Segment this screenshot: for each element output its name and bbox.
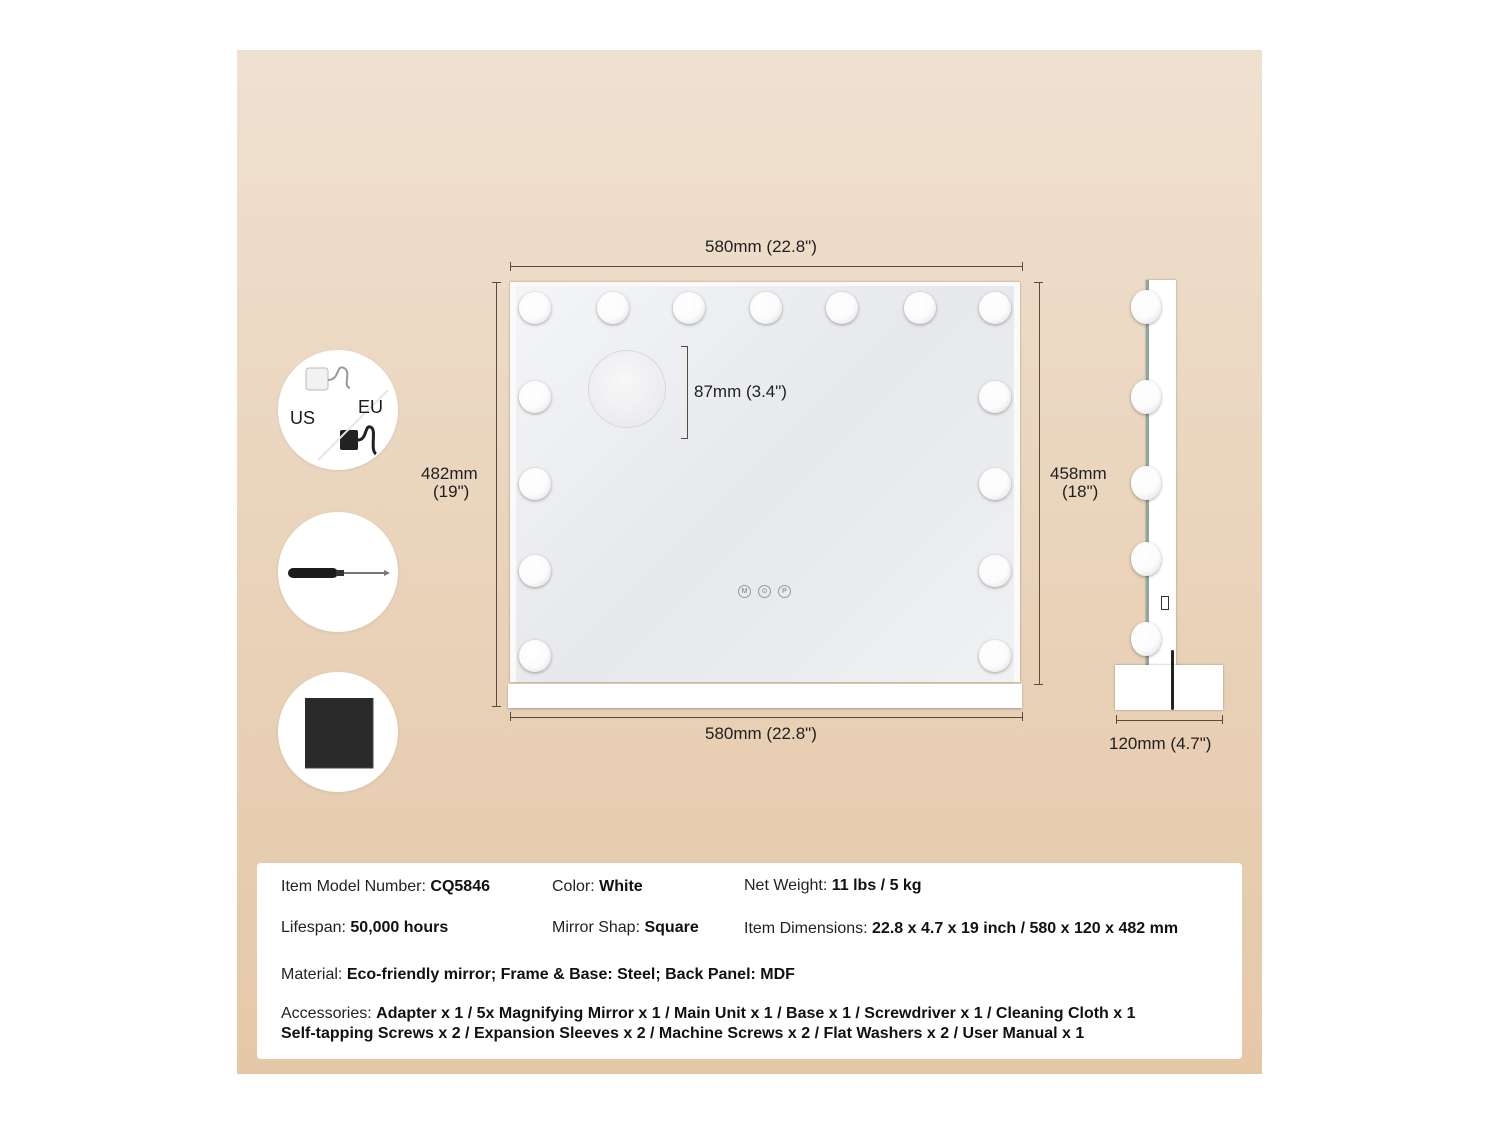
bulb (519, 468, 551, 500)
screwdriver-circle (278, 512, 398, 632)
left-height-label-mm: 482mm (421, 464, 478, 483)
model-row (281, 878, 490, 896)
spec-card (257, 863, 1242, 1059)
side-bulb (1131, 542, 1161, 576)
color-row (552, 878, 643, 896)
bulb (519, 292, 551, 324)
plus-button[interactable]: P (778, 585, 791, 598)
bulb (979, 292, 1011, 324)
mirror-base (508, 684, 1022, 708)
screwdriver-icon (278, 512, 398, 632)
lifespan-label: Lifespan: (281, 919, 346, 936)
color-value: White (599, 878, 643, 895)
depth-tick-left (1116, 715, 1117, 724)
left-height-line (496, 282, 497, 706)
mirror-front-view (510, 282, 1020, 682)
bulb (597, 292, 629, 324)
left-height-tick-bottom (492, 706, 501, 707)
bottom-width-tick-right (1022, 712, 1023, 721)
magnifier-label: 87mm (3.4") (694, 382, 787, 401)
cloth-circle (278, 672, 398, 792)
model-label: Item Model Number: (281, 878, 426, 895)
adapter-circle (278, 350, 398, 470)
bulb (750, 292, 782, 324)
us-label: US (290, 408, 316, 428)
power-button[interactable]: ⊙ (758, 585, 771, 598)
top-width-tick-left (510, 262, 511, 271)
weight-row (744, 877, 922, 895)
lifespan-value: 50,000 hours (350, 919, 449, 936)
material-label: Material: (281, 966, 343, 983)
color-label: Color: (552, 878, 595, 895)
weight-value: 11 lbs / 5 kg (831, 877, 922, 894)
cleaning-cloth-icon (278, 672, 398, 792)
right-height-tick-top (1034, 282, 1043, 283)
right-height-label-in: (18") (1062, 482, 1099, 501)
top-width-line (510, 266, 1022, 267)
dimensions-value: 22.8 x 4.7 x 19 inch / 580 x 120 x 482 mm (872, 920, 1179, 937)
dimensions-row (744, 920, 1178, 938)
side-bulb (1131, 466, 1161, 500)
side-bulb (1131, 622, 1161, 656)
side-bulb (1131, 380, 1161, 414)
accessories-label: Accessories: (281, 1005, 372, 1022)
top-width-label: 580mm (22.8") (705, 237, 817, 256)
bulb (826, 292, 858, 324)
dimensions-label: Item Dimensions: (744, 920, 868, 937)
usb-port-icon (1161, 596, 1169, 610)
magnifier-tick-bottom (681, 438, 688, 439)
bottom-width-line (510, 717, 1022, 718)
model-value: CQ5846 (430, 878, 490, 895)
lifespan-row (281, 919, 448, 937)
magnifier-line (687, 346, 688, 439)
side-bulb (1131, 290, 1161, 324)
weight-label: Net Weight: (744, 877, 828, 894)
accessories-row-2 (281, 1025, 1084, 1043)
bulb (519, 555, 551, 587)
accessories-row (281, 1005, 1136, 1023)
bottom-width-tick-left (510, 712, 511, 721)
bulb (673, 292, 705, 324)
top-width-tick-right (1022, 262, 1023, 271)
eu-label: EU (358, 397, 384, 417)
left-height-tick-top (492, 282, 501, 283)
right-height-label-mm: 458mm (1050, 464, 1107, 483)
bulb (904, 292, 936, 324)
bulb (519, 381, 551, 413)
magnifying-mirror (588, 350, 666, 428)
mirror-glass (516, 286, 1014, 682)
bulb (979, 468, 1011, 500)
right-height-tick-bottom (1034, 684, 1043, 685)
depth-line (1116, 720, 1222, 721)
mirror-side-view (1115, 280, 1225, 715)
mode-button[interactable]: M (738, 585, 751, 598)
bulb (519, 640, 551, 672)
power-cord (1171, 650, 1174, 710)
shape-row (552, 919, 699, 937)
depth-label: 120mm (4.7") (1109, 734, 1212, 753)
magnifier-tick-top (681, 346, 688, 347)
material-row (281, 966, 795, 984)
side-base (1115, 665, 1223, 710)
right-height-line (1039, 282, 1040, 684)
shape-label: Mirror Shap: (552, 919, 641, 936)
bottom-width-label: 580mm (22.8") (705, 724, 817, 743)
accessories-line-1: Adapter x 1 / 5x Magnifying Mirror x 1 / Main Unit x 1 / Base x 1 / Screwdriver x 1 / Cleaning Cloth x 1 (376, 1005, 1136, 1022)
bulb (979, 640, 1011, 672)
bulb (979, 381, 1011, 413)
left-height-label-in: (19") (433, 482, 470, 501)
bulb (979, 555, 1011, 587)
shape-value: Square (644, 919, 699, 936)
accessories-line-2: Self-tapping Screws x 2 / Expansion Sleeves x 2 / Machine Screws x 2 / Flat Washers x 2 / User Manual x 1 (281, 1025, 1085, 1042)
depth-tick-right (1222, 715, 1223, 724)
material-value: Eco-friendly mirror; Frame & Base: Steel; Back Panel: MDF (346, 966, 795, 983)
